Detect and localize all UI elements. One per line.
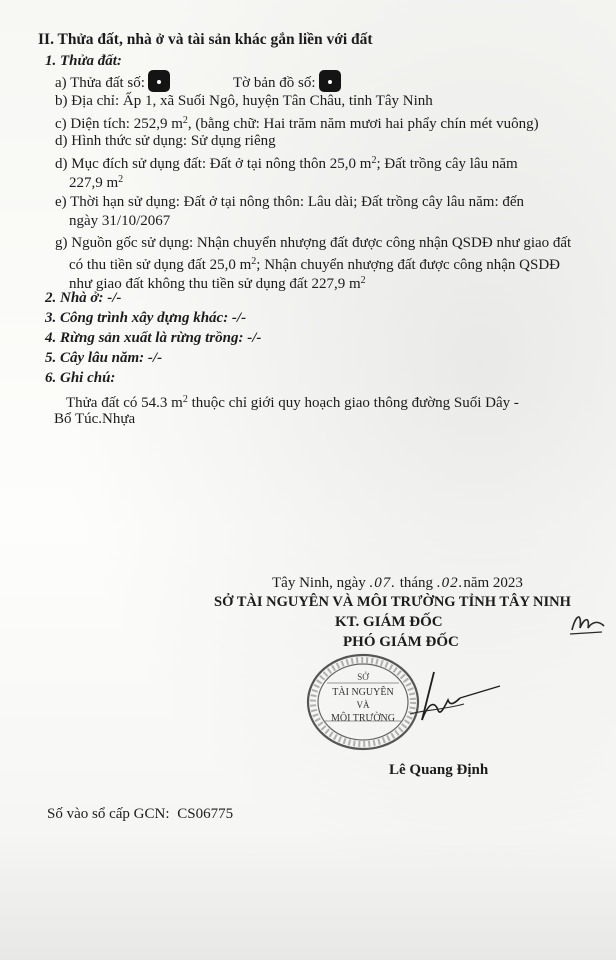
address-line: b) Địa chỉ: Ấp 1, xã Suối Ngô, huyện Tân Châu, tỉnh Tây Ninh bbox=[55, 93, 433, 109]
parcel-heading: 1. Thửa đất: bbox=[45, 53, 122, 69]
date-month-label: tháng bbox=[399, 575, 434, 591]
origin-perennial: như giao đất không thu tiền sử dụng đất 227,9 m bbox=[69, 276, 361, 292]
map-sheet-group bbox=[233, 70, 341, 92]
purpose-perennial: ; Đất trồng cây lâu năm bbox=[376, 156, 518, 172]
area-in-words: , (bằng chữ: Hai trăm năm mươi hai phẩy chín mét vuông) bbox=[187, 116, 539, 132]
origin-line-2 bbox=[69, 253, 560, 274]
area-line bbox=[55, 112, 539, 133]
usage-term-line-2: ngày 31/10/2067 bbox=[69, 213, 171, 229]
origin-transfer: ; Nhận chuyển nhượng đất được công nhận QSDĐ bbox=[256, 257, 561, 273]
registry-label: Số vào sổ cấp GCN: bbox=[47, 806, 170, 822]
usage-purpose-line-1 bbox=[55, 152, 518, 173]
notes-line-2: Bổ Túc.Nhựa bbox=[54, 411, 136, 427]
initial-mark-icon bbox=[568, 608, 608, 638]
issuing-agency: SỞ TÀI NGUYÊN VÀ MÔI TRƯỜNG TỈNH TÂY NINH bbox=[214, 594, 571, 610]
area-value: c) Diện tích: 252,9 m bbox=[55, 116, 183, 132]
date-place: Tây Ninh, ngày bbox=[272, 575, 366, 591]
superscript: 2 bbox=[118, 174, 124, 185]
parcel-number-label: a) Thửa đất số: bbox=[55, 75, 145, 91]
perennial-item: 5. Cây lâu năm: -/- bbox=[45, 350, 163, 366]
registry-line bbox=[47, 805, 233, 823]
superscript: 2 bbox=[360, 275, 366, 286]
deputy-director: PHÓ GIÁM ĐỐC bbox=[343, 634, 459, 650]
superscript: 2 bbox=[371, 155, 377, 166]
date-day: .07. bbox=[369, 575, 396, 591]
date-month: .02. bbox=[436, 575, 464, 591]
parcel-number-row bbox=[55, 70, 316, 92]
notes-road: thuộc chỉ giới quy hoạch giao thông đường Suối Dây - bbox=[187, 395, 519, 411]
notes-heading: 6. Ghi chú: bbox=[45, 370, 116, 386]
origin-residential: có thu tiền sử dụng đất 25,0 m bbox=[69, 257, 252, 273]
stamp-line-1: SỞ bbox=[357, 672, 369, 682]
date-year: năm 2023 bbox=[463, 575, 523, 591]
notes-area: Thửa đất có 54.3 m bbox=[66, 395, 183, 411]
section-title: II. Thửa đất, nhà ở và tài sản khác gắn liền với đất bbox=[38, 31, 373, 48]
forest-item: 4. Rừng sản xuất là rừng trồng: -/- bbox=[45, 330, 262, 346]
signature-icon bbox=[404, 664, 504, 742]
stamp-line-3: VÀ bbox=[356, 700, 370, 710]
superscript: 2 bbox=[182, 394, 188, 405]
registry-number: CS06775 bbox=[177, 806, 234, 822]
usage-term-line-1: e) Thời hạn sử dụng: Đất ở tại nông thôn: Lâu dài; Đất trồng cây lâu năm: đến bbox=[55, 194, 525, 210]
purpose-residential: d) Mục đích sử dụng đất: Đất ở tại nông thôn 25,0 m bbox=[55, 156, 372, 172]
origin-line-1: g) Nguồn gốc sử dụng: Nhận chuyển nhượng đất được công nhận QSDĐ như giao đất bbox=[55, 235, 572, 251]
stamp-line-2: TÀI NGUYÊN bbox=[332, 687, 394, 698]
perennial-area: 227,9 m bbox=[69, 175, 119, 191]
kt-director: KT. GIÁM ĐỐC bbox=[335, 614, 443, 630]
redacted-parcel-number bbox=[148, 70, 170, 92]
notes-line-1 bbox=[66, 391, 519, 412]
construction-item: 3. Công trình xây dựng khác: -/- bbox=[45, 310, 247, 326]
superscript: 2 bbox=[251, 256, 257, 267]
house-item: 2. Nhà ở: -/- bbox=[45, 290, 122, 306]
redacted-map-sheet bbox=[319, 70, 341, 92]
superscript: 2 bbox=[182, 115, 188, 126]
usage-form-line: d) Hình thức sử dụng: Sử dụng riêng bbox=[55, 133, 276, 149]
stamp-line-4: MÔI TRƯỜNG bbox=[331, 713, 395, 724]
issue-date bbox=[272, 574, 523, 592]
bottom-shadow bbox=[0, 830, 616, 960]
map-sheet-label: Tờ bản đồ số: bbox=[233, 75, 316, 91]
signer-name: Lê Quang Định bbox=[389, 762, 489, 778]
usage-purpose-line-2 bbox=[69, 171, 123, 192]
